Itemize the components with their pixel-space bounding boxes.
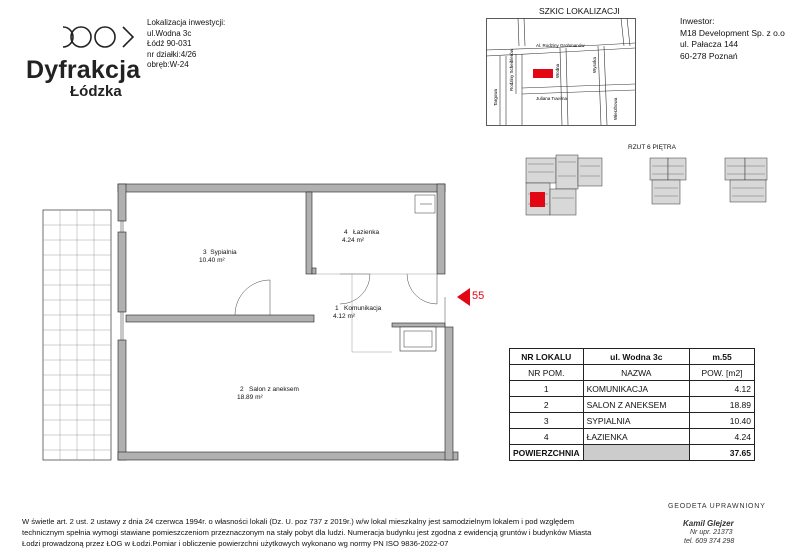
table-subheader-cell: POW. [m2] — [690, 365, 755, 381]
investor-block — [680, 16, 785, 62]
table-total-label: POWIERZCHNIA — [510, 445, 584, 461]
room-area: 4.24 m² — [342, 237, 365, 244]
table-row — [510, 381, 755, 397]
table-subheader-cell: NR POM. — [510, 365, 584, 381]
table-cell-area: 4.24 — [690, 429, 755, 445]
table-header-cell: ul. Wodna 3c — [583, 349, 689, 365]
logo-mark — [55, 22, 140, 52]
stamp-title: GEODETA UPRAWNIONY — [668, 503, 766, 510]
location-heading: Lokalizacja inwestycji: — [147, 18, 226, 27]
table-subheader-cell: NAZWA — [583, 365, 689, 381]
table-cell-name: ŁAZIENKA — [583, 429, 689, 445]
stamp-phone: tel. 609 374 298 — [684, 538, 735, 545]
table-cell-nr: 4 — [510, 429, 584, 445]
table-cell-name: SALON Z ANEKSEM — [583, 397, 689, 413]
footer-line: Łodzi prowadzoną przez ŁOG w Łodzi.Pomiar i obliczenie powierzchni użytkowych wykonano wg normy PN ISO 9836-2022-07 — [22, 539, 449, 548]
rooms-table — [509, 348, 755, 461]
location-block — [147, 18, 225, 71]
location-sketch-map — [486, 18, 636, 126]
table-header-row — [510, 349, 755, 365]
stamp-name: Kamil Glejzer — [683, 519, 734, 528]
room-area: 18.89 m² — [237, 394, 263, 401]
table-cell-name: KOMUNIKACJA — [583, 381, 689, 397]
table-cell-nr: 1 — [510, 381, 584, 397]
table-cell-name: SYPIALNIA — [583, 413, 689, 429]
investor-heading: Inwestor: — [680, 16, 715, 26]
table-cell-nr: 3 — [510, 413, 584, 429]
room-label-sypialnia — [199, 249, 237, 265]
room-label-komunikacja — [335, 305, 381, 321]
street-wodna: Wodna — [555, 63, 560, 78]
street-wysoka: Wysoka — [592, 57, 597, 73]
room-label-lazienka — [344, 229, 379, 245]
table-row — [510, 429, 755, 445]
floor-plan — [40, 180, 460, 470]
location-precinct: obręb:W-24 — [147, 60, 189, 69]
unit-marker-number: 55 — [472, 290, 485, 302]
building-marker — [533, 69, 553, 78]
walls — [118, 184, 458, 460]
room-num: 1 — [335, 305, 339, 312]
room-num: 4 — [344, 229, 348, 236]
table-cell-area: 18.89 — [690, 397, 755, 413]
table-cell-nr: 2 — [510, 397, 584, 413]
table-subheader-row — [510, 365, 755, 381]
location-plot: nr działki:4/26 — [147, 49, 197, 59]
table-row — [510, 413, 755, 429]
investor-name: M18 Development Sp. z o.o — [680, 27, 785, 38]
legal-footer — [22, 516, 627, 549]
table-total-empty — [583, 445, 689, 461]
sketch-title: SZKIC LOKALIZACJI — [539, 6, 620, 16]
room-area: 10.40 m² — [199, 257, 225, 264]
room-label-salon — [237, 386, 299, 402]
unit-arrow-icon — [456, 287, 472, 307]
logo-brand: Dyfrakcja — [26, 56, 141, 84]
room-num: 2 — [240, 386, 244, 393]
street-skwer: Rodziny Scheiblerów — [509, 48, 514, 91]
floor-label: RZUT 6 PIĘTRA — [628, 144, 676, 151]
room-num: 3 — [203, 249, 207, 256]
room-name: Łazienka — [353, 229, 380, 236]
location-street: ul.Wodna 3c — [147, 28, 192, 38]
table-total-row — [510, 445, 755, 461]
room-name: Komunikacja — [344, 305, 382, 312]
room-name: Sypialnia — [210, 249, 237, 256]
table-header-cell: NR LOKALU — [510, 349, 584, 365]
table-header-cell: m.55 — [690, 349, 755, 365]
footer-line: technicznym spełnia wymogi stawiane pomieszczeniom przeznaczonym na stały pobyt dla ludzi. Numeracja budynku jest zgodna z ewidencją gruntów i budynków Miasta — [22, 528, 592, 537]
table-row — [510, 397, 755, 413]
investor-street: ul. Pałacza 144 — [680, 39, 739, 49]
street-rodziny: Al. Rodziny Grohmanów — [536, 43, 585, 48]
location-city: Łódź 90-031 — [147, 39, 192, 48]
table-cell-area: 10.40 — [690, 413, 755, 429]
room-name: Salon z aneksem — [249, 386, 299, 393]
table-cell-area: 4.12 — [690, 381, 755, 397]
street-wierzbowa: Wierzbowa — [613, 97, 618, 120]
balcony — [43, 210, 111, 460]
room-area: 4.12 m² — [333, 313, 356, 320]
floor-key-plans — [520, 152, 780, 224]
unit-key-marker — [530, 192, 545, 207]
stamp-license: Nr upr. 21373 — [690, 529, 733, 536]
table-total-value: 37.65 — [690, 445, 755, 461]
street-tuwima: Juliana Tuwima — [536, 96, 568, 101]
footer-line: W świetle art. 2 ust. 2 ustawy z dnia 24 czerwca 1994r. o własności lokali (Dz. U. poz 737 z 2019r.) w/w lokal mieszkalny jest samodzielnym lokalem i pod względem — [22, 517, 575, 526]
investor-city: 60-278 Poznań — [680, 50, 738, 61]
logo-sub: Łódzka — [70, 83, 122, 100]
street-targowa: Targowa — [493, 88, 498, 106]
